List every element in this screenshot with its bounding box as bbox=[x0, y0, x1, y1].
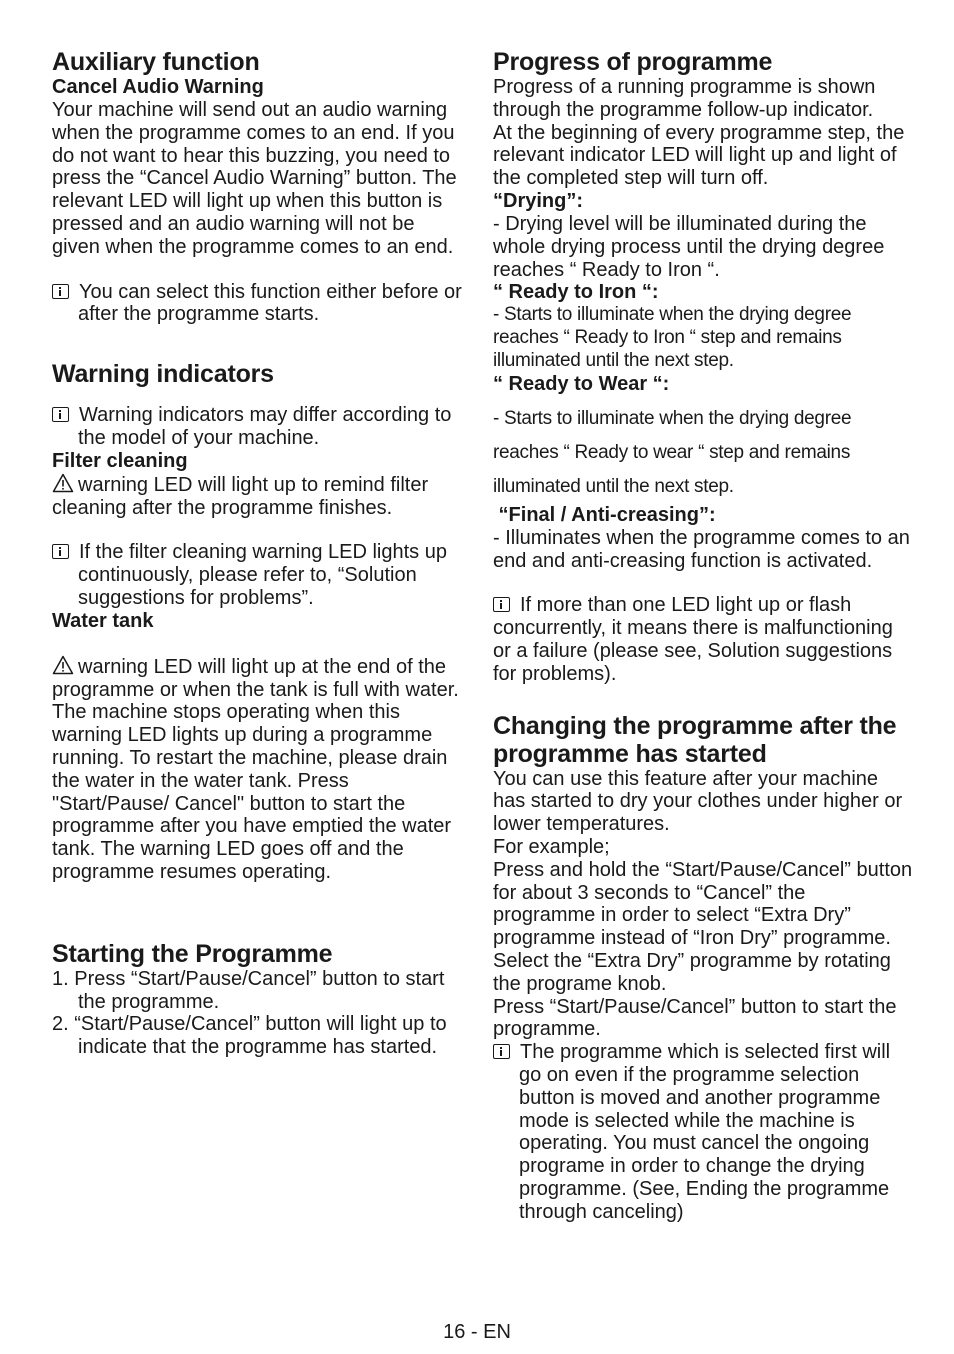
cancel-audio-warning-text: Your machine will send out an audio warning when the programme comes to an end. If you do not want to hear this buzzing, you need to press the “Cancel Audio Warning” button. The relevant LED will light up when this button is pressed and an audio warning will not be given when the programme comes to an end. bbox=[52, 99, 457, 258]
final-anti-creasing-heading: “Final / Anti-creasing”: bbox=[493, 503, 716, 526]
list-item: 2. “Start/Pause/Cancel” button will light up to indicate that the programme has started. bbox=[52, 1013, 447, 1059]
warning-note-text: Warning indicators may differ according to the model of your machine. bbox=[78, 404, 452, 449]
drying-text: - Drying level will be illuminated during the whole drying process until the drying degree reaches “ Ready to Iron “. bbox=[493, 212, 885, 281]
progress-intro: Progress of a running programme is shown through the programme follow-up indicator. bbox=[493, 76, 876, 121]
ready-to-wear-line: illuminated until the next step. bbox=[493, 475, 734, 497]
warning-indicators-heading: Warning indicators bbox=[52, 360, 274, 389]
auxiliary-function-heading: Auxiliary function bbox=[52, 48, 260, 76]
right-column bbox=[493, 48, 913, 1223]
filter-info-note bbox=[52, 541, 464, 609]
final-anti-creasing-text: - Illuminates when the programme comes to an end and anti-creasing function is activated. bbox=[493, 526, 910, 572]
changing-note-text: The programme which is selected first will go on even if the programme selection button is moved and another programme mode is selected while the machine is operating. You must cancel the ongoing programe in order to change the drying programme. (See, Ending the programme through canceling) bbox=[519, 1041, 891, 1223]
progress-info-note bbox=[493, 594, 913, 685]
warning-info-note bbox=[52, 404, 464, 450]
changing-info-note bbox=[493, 1041, 913, 1223]
water-tank-body: warning LED will light up at the end of the programme or when the tank is full with water. The machine stops operating when this warning LED lights up during a programme running. To restart the machine, please drain the water in the water tank. Press "Start/Pause/ Cancel" button to start the programme after you have emptied the water tank. The warning LED goes off and the programme resumes operating. bbox=[52, 655, 459, 883]
filter-cleaning-text bbox=[52, 473, 464, 520]
changing-step-press-hold: Press and hold the “Start/Pause/Cancel” button for about 3 seconds to “Cancel” the programme in order to select “Extra Dry” programme instead of “Iron Dry” programme. bbox=[493, 858, 913, 950]
ready-to-iron-heading: “ Ready to Iron “: bbox=[493, 281, 659, 304]
starting-steps-list bbox=[52, 968, 464, 1059]
ready-to-wear-heading: “ Ready to Wear “: bbox=[493, 372, 670, 395]
warning-triangle-icon bbox=[52, 655, 74, 675]
left-column bbox=[52, 48, 464, 1059]
ready-to-iron-text: - Starts to illuminate when the drying degree reaches “ Ready to Iron “ step and remains illuminated until the next step. bbox=[493, 304, 852, 371]
info-icon bbox=[493, 1044, 510, 1059]
water-tank-text bbox=[52, 655, 464, 884]
progress-note-text: If more than one LED light up or flash concurrently, it means there is malfunctioning or a failure (please see, Solution suggestions for problems). bbox=[493, 594, 893, 685]
auxiliary-info-note bbox=[52, 281, 464, 327]
warning-triangle-icon bbox=[52, 473, 74, 493]
progress-heading: Progress of programme bbox=[493, 48, 773, 76]
changing-step-select: Select the “Extra Dry” programme by rotating the programe knob. bbox=[493, 949, 891, 995]
changing-example-label: For example; bbox=[493, 835, 610, 858]
changing-programme-heading: Changing the programme after the programme has started bbox=[493, 711, 897, 768]
progress-step-text: At the beginning of every programme step, the relevant indicator LED will light up and light of the completed step will turn off. bbox=[493, 121, 905, 190]
changing-step-start: Press “Start/Pause/Cancel” button to start the programme. bbox=[493, 995, 897, 1041]
changing-intro: You can use this feature after your machine has started to dry your clothes under higher or lower temperatures. bbox=[493, 767, 903, 836]
info-icon bbox=[493, 597, 510, 612]
water-tank-heading: Water tank bbox=[52, 609, 154, 632]
starting-programme-heading: Starting the Programme bbox=[52, 939, 333, 968]
info-icon bbox=[52, 284, 69, 299]
auxiliary-note-text: You can select this function either before or after the programme starts. bbox=[78, 280, 462, 326]
ready-to-wear-line: - Starts to illuminate when the drying degree bbox=[493, 407, 852, 429]
cancel-audio-warning-heading: Cancel Audio Warning bbox=[52, 76, 264, 98]
info-icon bbox=[52, 544, 69, 559]
filter-note-text: If the filter cleaning warning LED lights up continuously, please refer to, “Solution suggestions for problems”. bbox=[78, 541, 447, 609]
drying-heading: “Drying”: bbox=[493, 189, 583, 212]
ready-to-wear-text bbox=[493, 402, 913, 504]
filter-cleaning-heading: Filter cleaning bbox=[52, 449, 188, 472]
info-icon bbox=[52, 407, 69, 422]
ready-to-wear-line: reaches “ Ready to wear “ step and remains bbox=[493, 441, 851, 463]
page-number: 16 - EN bbox=[443, 1321, 511, 1343]
list-item: 1. Press “Start/Pause/Cancel” button to start the programme. bbox=[52, 967, 445, 1013]
filter-cleaning-body: warning LED will light up to remind filter cleaning after the programme finishes. bbox=[52, 473, 429, 519]
